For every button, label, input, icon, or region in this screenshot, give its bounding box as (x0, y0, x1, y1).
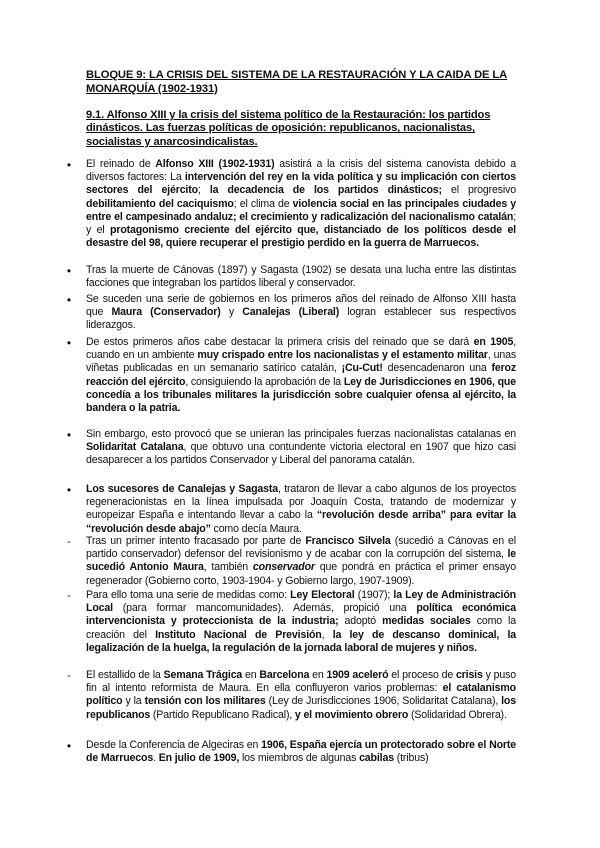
text-run: , cuando en un ambiente (86, 336, 516, 362)
bold-text-run: cabilas (359, 752, 394, 765)
paragraph-solidaritat-catalana (86, 428, 516, 468)
bold-text-run: Semana Trágica (163, 669, 243, 681)
paragraph-governments (86, 293, 516, 333)
text-run: Tras la muerte de Cánovas (1897) y Sagasta (1902) se desata una lucha entre las distintas facciones que integraban los partidos liberal y conservador. (86, 264, 516, 290)
paragraph-cu-cut-crisis (86, 336, 516, 415)
text-run: ; el clima de (233, 197, 293, 210)
text-run: , consiguiendo la aprobación de la (185, 375, 344, 388)
text-run: y (220, 306, 243, 319)
bold-text-run: Los sucesores de Canalejas y Sagasta (86, 483, 278, 495)
bold-text-run: feroz reacción del ejército (86, 362, 517, 388)
text-run: y puso fin al intento reformista de Maura. En ella confluyeron varios problemas: (86, 669, 516, 695)
text-run: que pondrá en práctica el primer ensayo regenerador (Gobierno corto, 1903-1904- y Gobierno largo, 1907-1909). (86, 561, 516, 587)
dash-marker: - (67, 670, 71, 682)
text-run: (Solidaridad Obrera). (408, 708, 507, 721)
bold-text-run: Ley Electoral (290, 589, 355, 601)
text-run: el progresivo (441, 184, 517, 197)
bold-text-run: 1909 aceleró (326, 669, 389, 681)
text-run: desencadenaron una (382, 362, 492, 375)
bold-text-run: y el movimiento obrero (294, 708, 409, 721)
bold-text-run: Maura (Conservador) (111, 306, 221, 319)
text-run: en (309, 669, 327, 681)
bold-text-run: muy crispado entre los nacionalistas y el estamento militar (197, 349, 488, 362)
text-run: (Partido Republicano Radical), (150, 708, 295, 721)
text-run: . (153, 752, 159, 765)
paragraph-semana-tragica (86, 669, 516, 722)
text-run: adoptó (338, 615, 383, 628)
bullet-marker: • (66, 158, 72, 172)
text-run: El reinado de (86, 158, 156, 170)
bold-text-run: Instituto Nacional de Previsión (155, 628, 322, 641)
paragraph-marruecos (86, 739, 516, 765)
bold-text-run: Ley de Jurisdicciones en 1906, que concedía a los tribunales militares la jurisdicción sobre cualquier ofensa al ejército, la bandera o la patria. (86, 375, 516, 415)
bold-text-run: debilitamiento del caciquismo (86, 197, 234, 210)
bold-text-run: crisis (455, 669, 483, 681)
text-run: (sucedió a Cánovas en el partido conservador) defensor del revisionismo y de acabar con la corrupción del sistema, (86, 535, 516, 561)
bold-text-run: Solidaritat Catalana (86, 441, 184, 454)
bold-text-run: la decadencia de los partidos dinásticos; (209, 184, 442, 197)
bold-text-run: conservador (252, 561, 315, 574)
text-run: (Ley de Jurisdicciones 1906, Solidaritat Catalana), (265, 695, 502, 708)
bold-text-run: intervención del rey en la vida política y su implicación con ciertos sectores del ejército (86, 171, 516, 197)
bold-text-run: ¡Cu-Cut! (341, 362, 383, 375)
text-run: , (321, 628, 333, 641)
bold-text-run: En julio de 1909, (158, 752, 240, 765)
bold-text-run: los republicanos (86, 695, 516, 721)
bold-text-run: tensión con los militares (144, 695, 266, 708)
paragraph-regeneracionismo (86, 483, 516, 536)
text-run: , trataron de llevar a cabo algunos de los proyectos regeneracionistas en la línea impulsada por Joaquín Costa, tratando de modernizar y europeizar España e intentando llevar a cabo la (86, 483, 517, 522)
text-run: , también (203, 561, 253, 574)
bold-text-run: la ley de descanso dominical, la legalización de la huelga, la regulación de la jornada laboral de mujeres y niños. (86, 628, 516, 654)
text-run: en (242, 669, 260, 681)
text-run: Se suceden una serie de gobiernos en los primeros años del reinado de Alfonso XIII hasta que (86, 293, 516, 319)
text-run: , que obtuvo una contundente victoria electoral en 1907 que hizo casi desaparecer a los partidos Conservador y Liberal del panorama catalán. (86, 441, 516, 467)
section-subtitle: 9.1. Alfonso XIII y la crisis del sistema político de la Restauración: los partidos dinásticos. Las fuerzas políticas de oposición: republicanos, nacionalistas, socialistas y anarcosindicalistas. (86, 109, 491, 148)
bold-text-run: el catalanismo político (86, 682, 516, 708)
bullet-marker: • (66, 293, 72, 307)
bullet-marker: • (66, 739, 72, 753)
dash-marker: - (67, 590, 71, 602)
bold-text-run: la Ley de Administración Local (86, 589, 516, 615)
text-run: ; y el (86, 210, 516, 237)
text-run: Sin embargo, esto provocó que se unieran las principales fuerzas nacionalistas catalanas en (86, 428, 516, 440)
bold-text-run: Alfonso XIII (1902-1931) (155, 158, 275, 170)
bullet-marker: • (66, 428, 72, 442)
text-run: Tras un primer intento fracasado por parte de (86, 535, 306, 547)
bold-text-run: en 1905 (473, 336, 514, 348)
text-run: Desde la Conferencia de Algeciras en (86, 739, 262, 751)
text-run: ; (197, 184, 210, 197)
paragraph-maura-measures (86, 589, 516, 655)
bold-text-run: le sucedió Antonio Maura (86, 548, 516, 574)
bullet-marker: • (66, 483, 72, 497)
bold-text-run: violencia social en las principales ciudades y entre el campesinado andaluz; el crecimiento y radicalización del nacionalismo catalán (86, 197, 516, 223)
paragraph-crisis-factors (86, 158, 516, 250)
text-run: , unas viñetas publicadas en un semanario satírico catalán, (86, 349, 516, 375)
text-run: como la creación del (86, 615, 516, 641)
text-run: y la (122, 695, 145, 708)
text-run: (para formar mancomunidades). Además, propició una (112, 602, 417, 615)
dash-marker: - (67, 536, 71, 548)
bullet-marker: • (66, 336, 72, 350)
bold-text-run: política económica intervencionista y proteccionista de la industria; (86, 602, 517, 628)
bold-text-run: protagonismo creciente del ejército que, distanciado de los políticos desde el desastre del 98, quiere recuperar el prestigio perdido en la guerra de Marruecos. (86, 224, 516, 250)
text-run: Para ello toma una serie de medidas como: (86, 589, 291, 601)
text-run: los miembros de algunas (239, 752, 360, 765)
paragraph-silvela-maura (86, 535, 516, 588)
text-run: (tribus) (393, 752, 429, 765)
bold-text-run: Barcelona (259, 669, 310, 681)
document-title: BLOQUE 9: LA CRISIS DEL SISTEMA DE LA RESTAURACIÓN Y LA CAIDA DE LA MONARQUÍA (1902-1931) (86, 69, 508, 95)
bold-text-run: “revolución desde arriba” para evitar la “revolución desde abajo” (86, 509, 517, 535)
bold-text-run: 1906, España ejercía un protectorado sobre el Norte de Marruecos (86, 739, 516, 765)
text-run: el proceso de (388, 669, 456, 681)
paragraph-dynastic-struggle (86, 264, 516, 290)
bold-text-run: medidas sociales (382, 615, 471, 628)
text-run: De estos primeros años cabe destacar la primera crisis del reinado que se dará (86, 336, 474, 348)
text-run: logran establecer sus respectivos liderazgos. (86, 306, 516, 332)
bold-text-run: Canalejas (Liberal) (242, 306, 340, 319)
text-run: (1907); (354, 589, 394, 601)
text-run: como decía Maura. (210, 522, 302, 535)
bullet-marker: • (66, 264, 72, 278)
text-run: asistirá a la crisis del sistema canovista debido a diversos factores: La (86, 158, 516, 184)
text-run: El estallido de la (86, 669, 164, 681)
bold-text-run: Francisco Silvela (305, 535, 391, 547)
